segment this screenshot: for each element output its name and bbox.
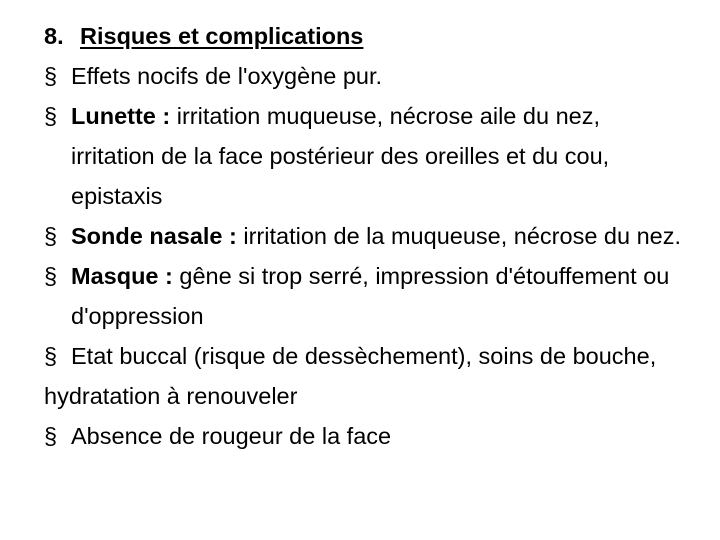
bullet-icon: §: [44, 343, 58, 369]
list-item-sonde-nasale: [44, 216, 684, 256]
list-item-text: Effets nocifs de l'oxygène pur.: [71, 63, 383, 89]
bullet-icon: §: [44, 263, 58, 289]
list-item-masque: [44, 256, 684, 336]
list-item-rougeur: [44, 416, 684, 456]
list-item-text: gêne si trop serré, impression d'étouffement ou d'oppression: [71, 263, 670, 329]
slide-content: [44, 16, 684, 456]
list-item-label: Sonde nasale :: [71, 223, 237, 249]
section-title-text: Risques et complications: [80, 23, 364, 49]
list-item-etat-buccal: [44, 336, 684, 416]
section-number: 8.: [44, 23, 64, 49]
list-item-oxygen-effects: [44, 56, 684, 96]
bullet-icon: §: [44, 103, 58, 129]
bullet-icon: §: [44, 223, 58, 249]
bullet-icon: §: [44, 423, 58, 449]
list-item-lunette: [44, 96, 684, 216]
bullet-icon: §: [44, 63, 58, 89]
list-item-text: Absence de rougeur de la face: [71, 423, 392, 449]
list-item-text: irritation muqueuse, nécrose aile du nez, irritation de la face postérieur des oreilles et du cou, epistaxis: [71, 103, 610, 209]
section-title: [44, 16, 684, 56]
list-item-text: Etat buccal (risque de dessèchement), soins de bouche, hydratation à renouveler: [44, 343, 657, 409]
list-item-label: Lunette :: [71, 103, 171, 129]
list-item-text: irritation de la muqueuse, nécrose du nez.: [236, 223, 682, 249]
list-item-label: Masque :: [71, 263, 173, 289]
